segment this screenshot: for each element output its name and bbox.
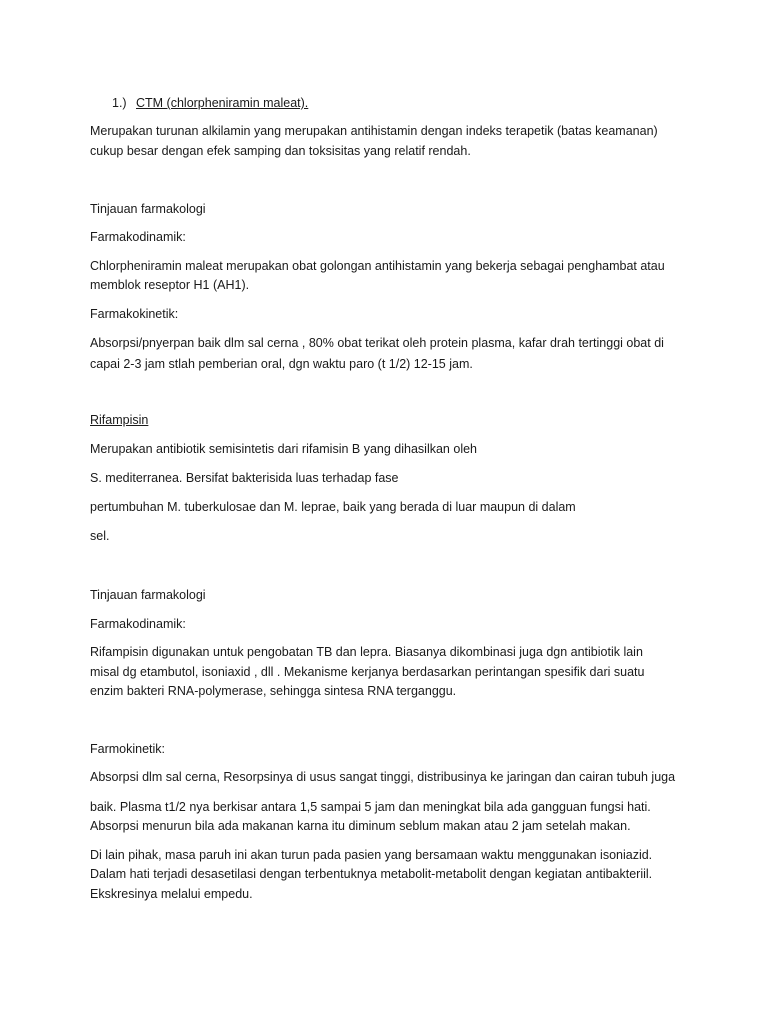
section-title-ctm: CTM (chlorpheniramin maleat). <box>136 96 309 110</box>
paragraph-line: Ekskresinya melalui empedu. <box>90 887 253 901</box>
paragraph-line: cukup besar dengan efek samping dan toksisitas yang relatif rendah. <box>90 144 471 158</box>
paragraph-line: Merupakan antibiotik semisintetis dari rifamisin B yang dihasilkan oleh <box>90 442 477 456</box>
subheading-farmakodinamik: Farmakodinamik: <box>90 230 186 244</box>
section-title-rifampisin: Rifampisin <box>90 413 149 427</box>
paragraph-line: Absorpsi dlm sal cerna, Resorpsinya di usus sangat tinggi, distribusinya ke jaringan dan cairan tubuh juga <box>90 770 676 784</box>
paragraph-line: Dalam hati terjadi desasetilasi dengan terbentuknya metabolit-metabolit dengan kegiatan antibakteriil. <box>90 867 653 881</box>
paragraph-line: misal dg etambutol, isoniaxid , dll . Mekanisme kerjanya berdasarkan perintangan spesifik dari suatu <box>90 665 645 679</box>
paragraph-line: pertumbuhan M. tuberkulosae dan M. leprae, baik yang berada di luar maupun di dalam <box>90 500 576 514</box>
paragraph-line: baik. Plasma t1/2 nya berkisar antara 1,5 sampai 5 jam dan meningkat bila ada gangguan fungsi hati. <box>90 800 651 814</box>
paragraph-line: capai 2-3 jam stlah pemberian oral, dgn waktu paro (t 1/2) 12-15 jam. <box>90 357 473 371</box>
subheading-tinjauan: Tinjauan farmakologi <box>90 588 206 602</box>
section-number: 1.) <box>112 96 127 110</box>
paragraph-line: Chlorpheniramin maleat merupakan obat golongan antihistamin yang bekerja sebagai penghambat atau <box>90 259 665 273</box>
paragraph-line: Merupakan turunan alkilamin yang merupakan antihistamin dengan indeks terapetik (batas keamanan) <box>90 124 658 138</box>
paragraph-line: Absorpsi/pnyerpan baik dlm sal cerna , 80% obat terikat oleh protein plasma, kafar drah tertinggi obat di <box>90 336 664 350</box>
subheading-farmakokinetik: Farmakokinetik: <box>90 307 179 321</box>
subheading-farmakodinamik: Farmakodinamik: <box>90 617 186 631</box>
paragraph-line: S. mediterranea. Bersifat bakterisida luas terhadap fase <box>90 471 399 485</box>
paragraph-line: sel. <box>90 529 110 543</box>
paragraph-line: Absorpsi menurun bila ada makanan karna itu diminum seblum makan atau 2 jam setelah makan. <box>90 819 631 833</box>
subheading-farmokinetik: Farmokinetik: <box>90 742 166 756</box>
paragraph-line: Rifampisin digunakan untuk pengobatan TB dan lepra. Biasanya dikombinasi juga dgn antibiotik lain <box>90 645 643 659</box>
paragraph-line: enzim bakteri RNA-polymerase, sehingga sintesa RNA terganggu. <box>90 684 457 698</box>
paragraph-line: memblok reseptor H1 (AH1). <box>90 278 250 292</box>
paragraph-line: Di lain pihak, masa paruh ini akan turun pada pasien yang bersamaan waktu menggunakan isoniazid. <box>90 848 653 862</box>
subheading-tinjauan: Tinjauan farmakologi <box>90 202 206 216</box>
